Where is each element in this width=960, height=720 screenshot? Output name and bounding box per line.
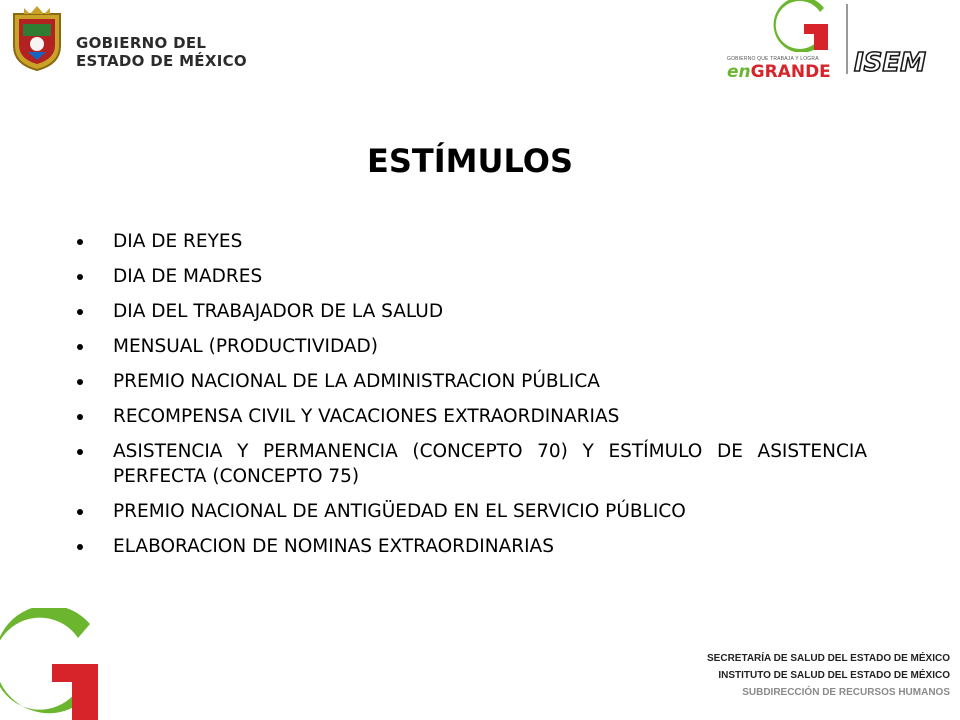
state-seal-logo (6, 4, 68, 72)
list-item-text: ASISTENCIA Y PERMANENCIA (CONCEPTO 70) Y ESTÍMULO DE ASISTENCIA PERFECTA (CONCEPTO 75) (113, 441, 867, 487)
list-item (77, 369, 867, 394)
footer (707, 650, 950, 701)
bullet-icon (77, 509, 83, 515)
list-item (77, 229, 867, 254)
list-item (77, 404, 867, 429)
list-item-text: DIA DE REYES (113, 231, 243, 252)
header-divider (846, 4, 848, 74)
list-item (77, 264, 867, 289)
engrande-logo (727, 62, 831, 82)
list-item (77, 499, 867, 524)
bullet-icon (77, 449, 83, 455)
bullet-icon (77, 239, 83, 245)
bullet-icon (77, 274, 83, 280)
list-item-text: RECOMPENSA CIVIL Y VACACIONES EXTRAORDINARIAS (113, 406, 620, 427)
footer-line-2: INSTITUTO DE SALUD DEL ESTADO DE MÉXICO (718, 670, 950, 681)
gov-line-2: ESTADO DE MÉXICO (76, 52, 247, 70)
government-name (76, 36, 247, 69)
list-item (77, 299, 867, 324)
list-item-text: ELABORACION DE NOMINAS EXTRAORDINARIAS (113, 536, 554, 557)
footer-line-1: SECRETARÍA DE SALUD DEL ESTADO DE MÉXICO (707, 653, 950, 664)
list-item (77, 534, 867, 559)
list-item-text: PREMIO NACIONAL DE ANTIGÜEDAD EN EL SERVICIO PÚBLICO (113, 501, 686, 522)
list-item-text: PREMIO NACIONAL DE LA ADMINISTRACION PÚBLICA (113, 371, 600, 392)
bullet-icon (77, 379, 83, 385)
bullet-icon (77, 544, 83, 550)
list-item (77, 439, 867, 489)
g-footer-logo-icon (0, 608, 100, 720)
footer-line-3: SUBDIRECCIÓN DE RECURSOS HUMANOS (742, 687, 950, 698)
bullet-icon (77, 414, 83, 420)
g-logo-icon (770, 0, 830, 52)
isem-logo-text: ISEM (854, 48, 927, 76)
gov-line-1: GOBIERNO DEL (76, 34, 207, 52)
bullet-icon (77, 309, 83, 315)
list-item-text: DIA DE MADRES (113, 266, 263, 287)
list-item-text: DIA DEL TRABAJADOR DE LA SALUD (113, 301, 444, 322)
list-item (77, 334, 867, 359)
page-title: ESTÍMULOS (367, 142, 573, 180)
engrande-en: en (727, 62, 751, 82)
engrande-grande: GRANDE (750, 62, 831, 82)
stimulus-list (77, 229, 867, 569)
list-item-text: MENSUAL (PRODUCTIVIDAD) (113, 336, 379, 357)
bullet-icon (77, 344, 83, 350)
isem-logo (852, 48, 956, 76)
tagline: GOBIERNO QUE TRABAJA Y LOGRA (727, 56, 819, 62)
